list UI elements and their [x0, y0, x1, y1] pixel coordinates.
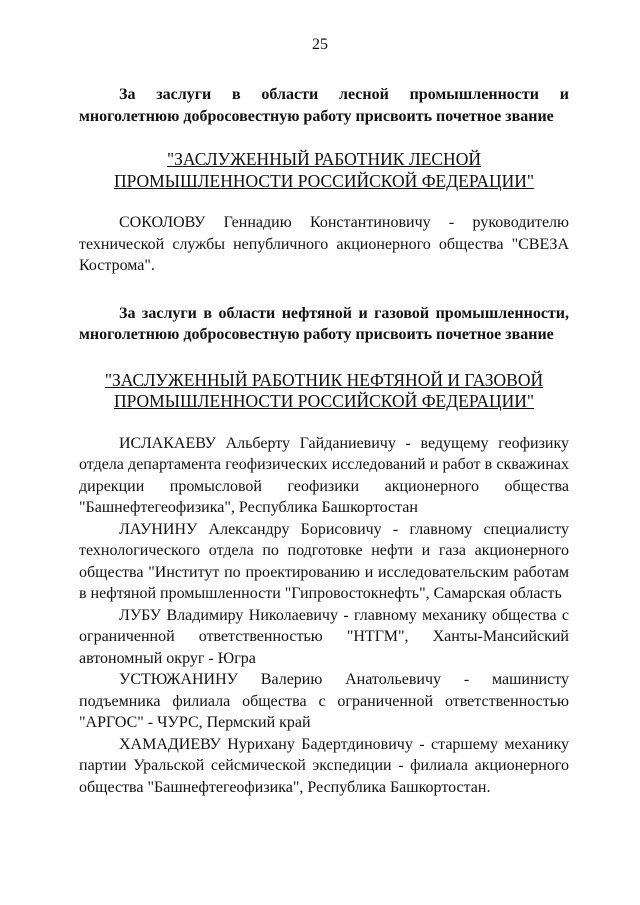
section-intro: За заслуги в области лесной промышленности и многолетнюю добросовестную работу присвоить почетное звание — [79, 86, 569, 125]
awardee-entry: УСТЮЖАНИНУ Валерию Анатольевичу - машинисту подъемника филиала общества с ограниченной ответственностью "АРГОС" - ЧУРС, Пермский край — [79, 671, 569, 731]
document-body — [79, 84, 569, 798]
awardee-entry: ЛУБУ Владимиру Николаевичу - главному механику общества с ограниченной ответственностью "НТГМ", Ханты-Мансийский автономный округ - Югра — [79, 606, 569, 667]
awardee-entry: ЛАУНИНУ Александру Борисовичу - главному специалисту технологического отдела по подготовке нефти и газа акционерного общества "Институт по проектированию и исследовательским работам в нефтяной промышленности "Гипровостокнефть", Самарская область — [79, 520, 569, 602]
awardee-list — [79, 433, 569, 799]
awardee-entry: СОКОЛОВУ Геннадию Константиновичу - руководителю технической службы непубличного акционерного общества "СВЕЗА Кострома". — [79, 214, 569, 274]
page-number: 25 — [312, 36, 328, 53]
award-section-oil-gas-industry — [79, 303, 569, 799]
award-title: "ЗАСЛУЖЕННЫЙ РАБОТНИК ЛЕСНОЙ ПРОМЫШЛЕННОСТИ РОССИЙСКОЙ ФЕДЕРАЦИИ" — [113, 149, 535, 191]
section-intro: За заслуги в области нефтяной и газовой промышленности, многолетнюю добросовестную работу присвоить почетное звание — [79, 304, 569, 343]
award-section-forest-industry — [79, 84, 569, 277]
award-title: "ЗАСЛУЖЕННЫЙ РАБОТНИК НЕФТЯНОЙ И ГАЗОВОЙ ПРОМЫШЛЕННОСТИ РОССИЙСКОЙ ФЕДЕРАЦИИ" — [104, 369, 544, 411]
awardee-entry: ИСЛАКАЕВУ Альберту Гайданиевичу - ведущему геофизику отдела департамента геофизических исследований и работ в скважинах дирекции промысловой геофизики акционерного общества "Башнефтегеофизика", Республика Башкортостан — [79, 434, 569, 516]
awardee-entry: ХАМАДИЕВУ Нурихану Бадертдиновичу - старшему механику партии Уральской сейсмической экспедиции - филиала акционерного общества "Башнефтегеофизика", Республика Башкортостан. — [79, 735, 569, 796]
